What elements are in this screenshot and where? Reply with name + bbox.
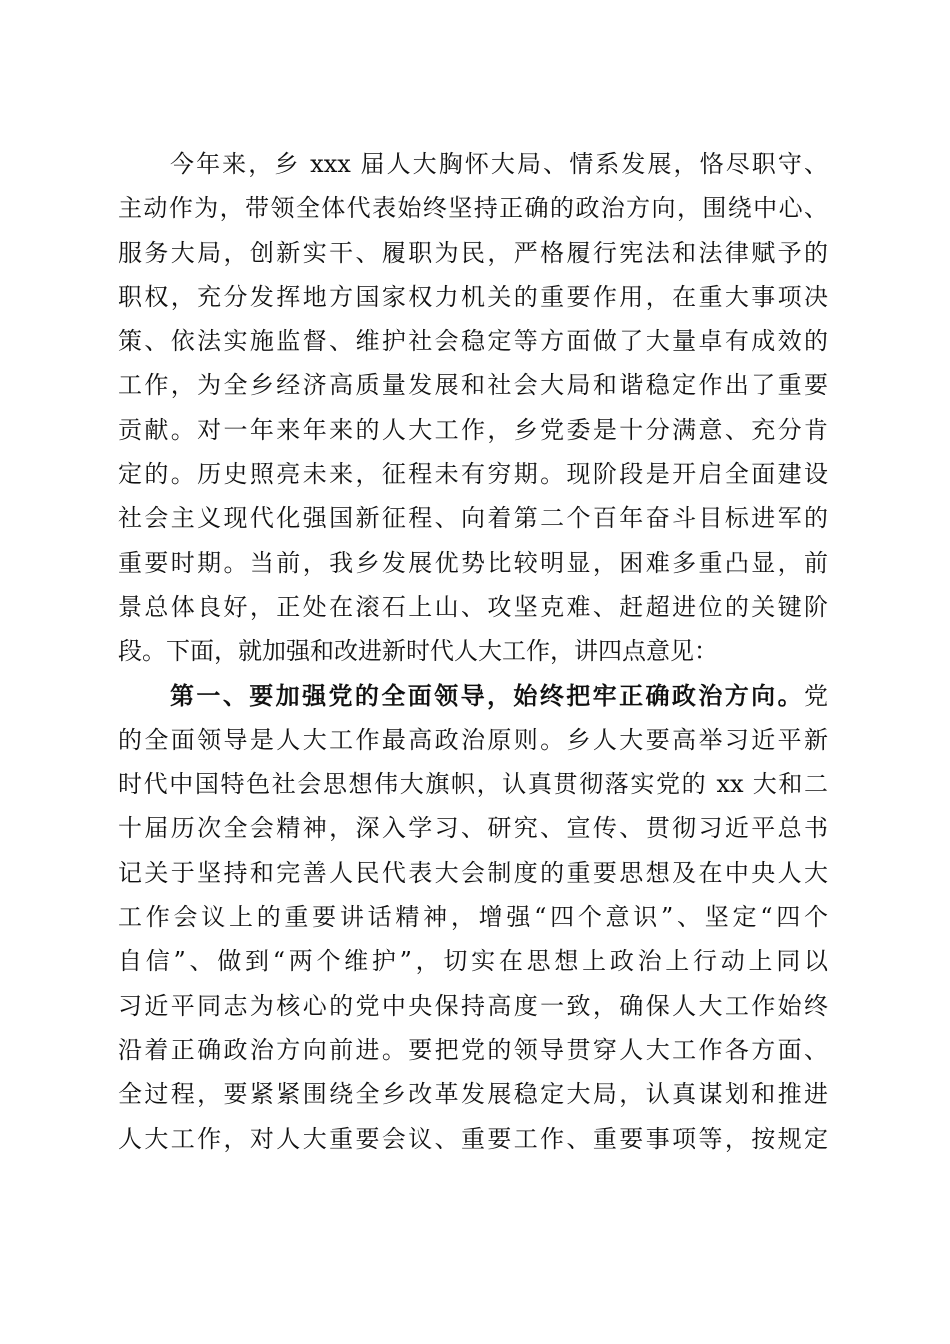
text-line: 人大工作，对人大重要会议、重要工作、重要事项等，按规定	[118, 1124, 828, 1153]
text-line: 段。下面，就加强和改进新时代人大工作，讲四点意见：	[118, 637, 718, 666]
paragraph-intro	[118, 142, 828, 674]
text-line: 十届历次全会精神，深入学习、研究、宣传、贯彻习近平总书	[118, 814, 828, 843]
text-line: 重要时期。当前，我乡发展优势比较明显，困难多重凸显，前	[118, 548, 828, 577]
text-line: 策、依法实施监督、维护社会稳定等方面做了大量卓有成效的	[118, 327, 828, 356]
text-line: 习近平同志为核心的党中央保持高度一致，确保人大工作始终	[118, 991, 828, 1020]
text-line: 职权，充分发挥地方国家权力机关的重要作用，在重大事项决	[118, 282, 828, 311]
heading-line-tail: 党	[804, 681, 828, 710]
text-line: 贡献。对一年来年来的人大工作，乡党委是十分满意、充分肯	[118, 415, 828, 444]
text-line: 今年来，乡 xxx 届人大胸怀大局、情系发展，恪尽职守、	[170, 150, 828, 178]
text-line: 的全面领导是人大工作最高政治原则。乡人大要高举习近平新	[118, 725, 828, 754]
text-line: 景总体良好，正处在滚石上山、攻坚克难、赶超进位的关键阶	[118, 592, 828, 621]
text-line: 主动作为，带领全体代表始终坚持正确的政治方向，围绕中心、	[118, 194, 828, 223]
text-line: 定的。历史照亮未来，征程未有穷期。现阶段是开启全面建设	[118, 460, 828, 489]
document-body	[118, 142, 828, 1161]
text-line: 社会主义现代化强国新征程、向着第二个百年奋斗目标进军的	[118, 504, 828, 533]
point-heading: 第一、要加强党的全面领导，始终把牢正确政治方向。	[170, 680, 804, 710]
paragraph-first-point	[118, 674, 828, 1161]
text-line: 服务大局，创新实干、履职为民，严格履行宪法和法律赋予的	[118, 238, 828, 267]
text-line: 记关于坚持和完善人民代表大会制度的重要思想及在中央人大	[118, 858, 828, 887]
text-line-with-heading	[118, 674, 828, 718]
text-line: 自信”、做到“两个维护”，切实在思想上政治上行动上同以	[118, 947, 828, 976]
text-line: 工作，为全乡经济高质量发展和社会大局和谐稳定作出了重要	[118, 371, 828, 400]
text-line: 全过程，要紧紧围绕全乡改革发展稳定大局，认真谋划和推进	[118, 1080, 828, 1109]
text-line: 工作会议上的重要讲话精神，增强“四个意识”、坚定“四个	[118, 903, 828, 932]
text-line: 时代中国特色社会思想伟大旗帜，认真贯彻落实党的 xx 大和二	[118, 770, 828, 799]
text-line: 沿着正确政治方向前进。要把党的领导贯穿人大工作各方面、	[118, 1035, 828, 1064]
